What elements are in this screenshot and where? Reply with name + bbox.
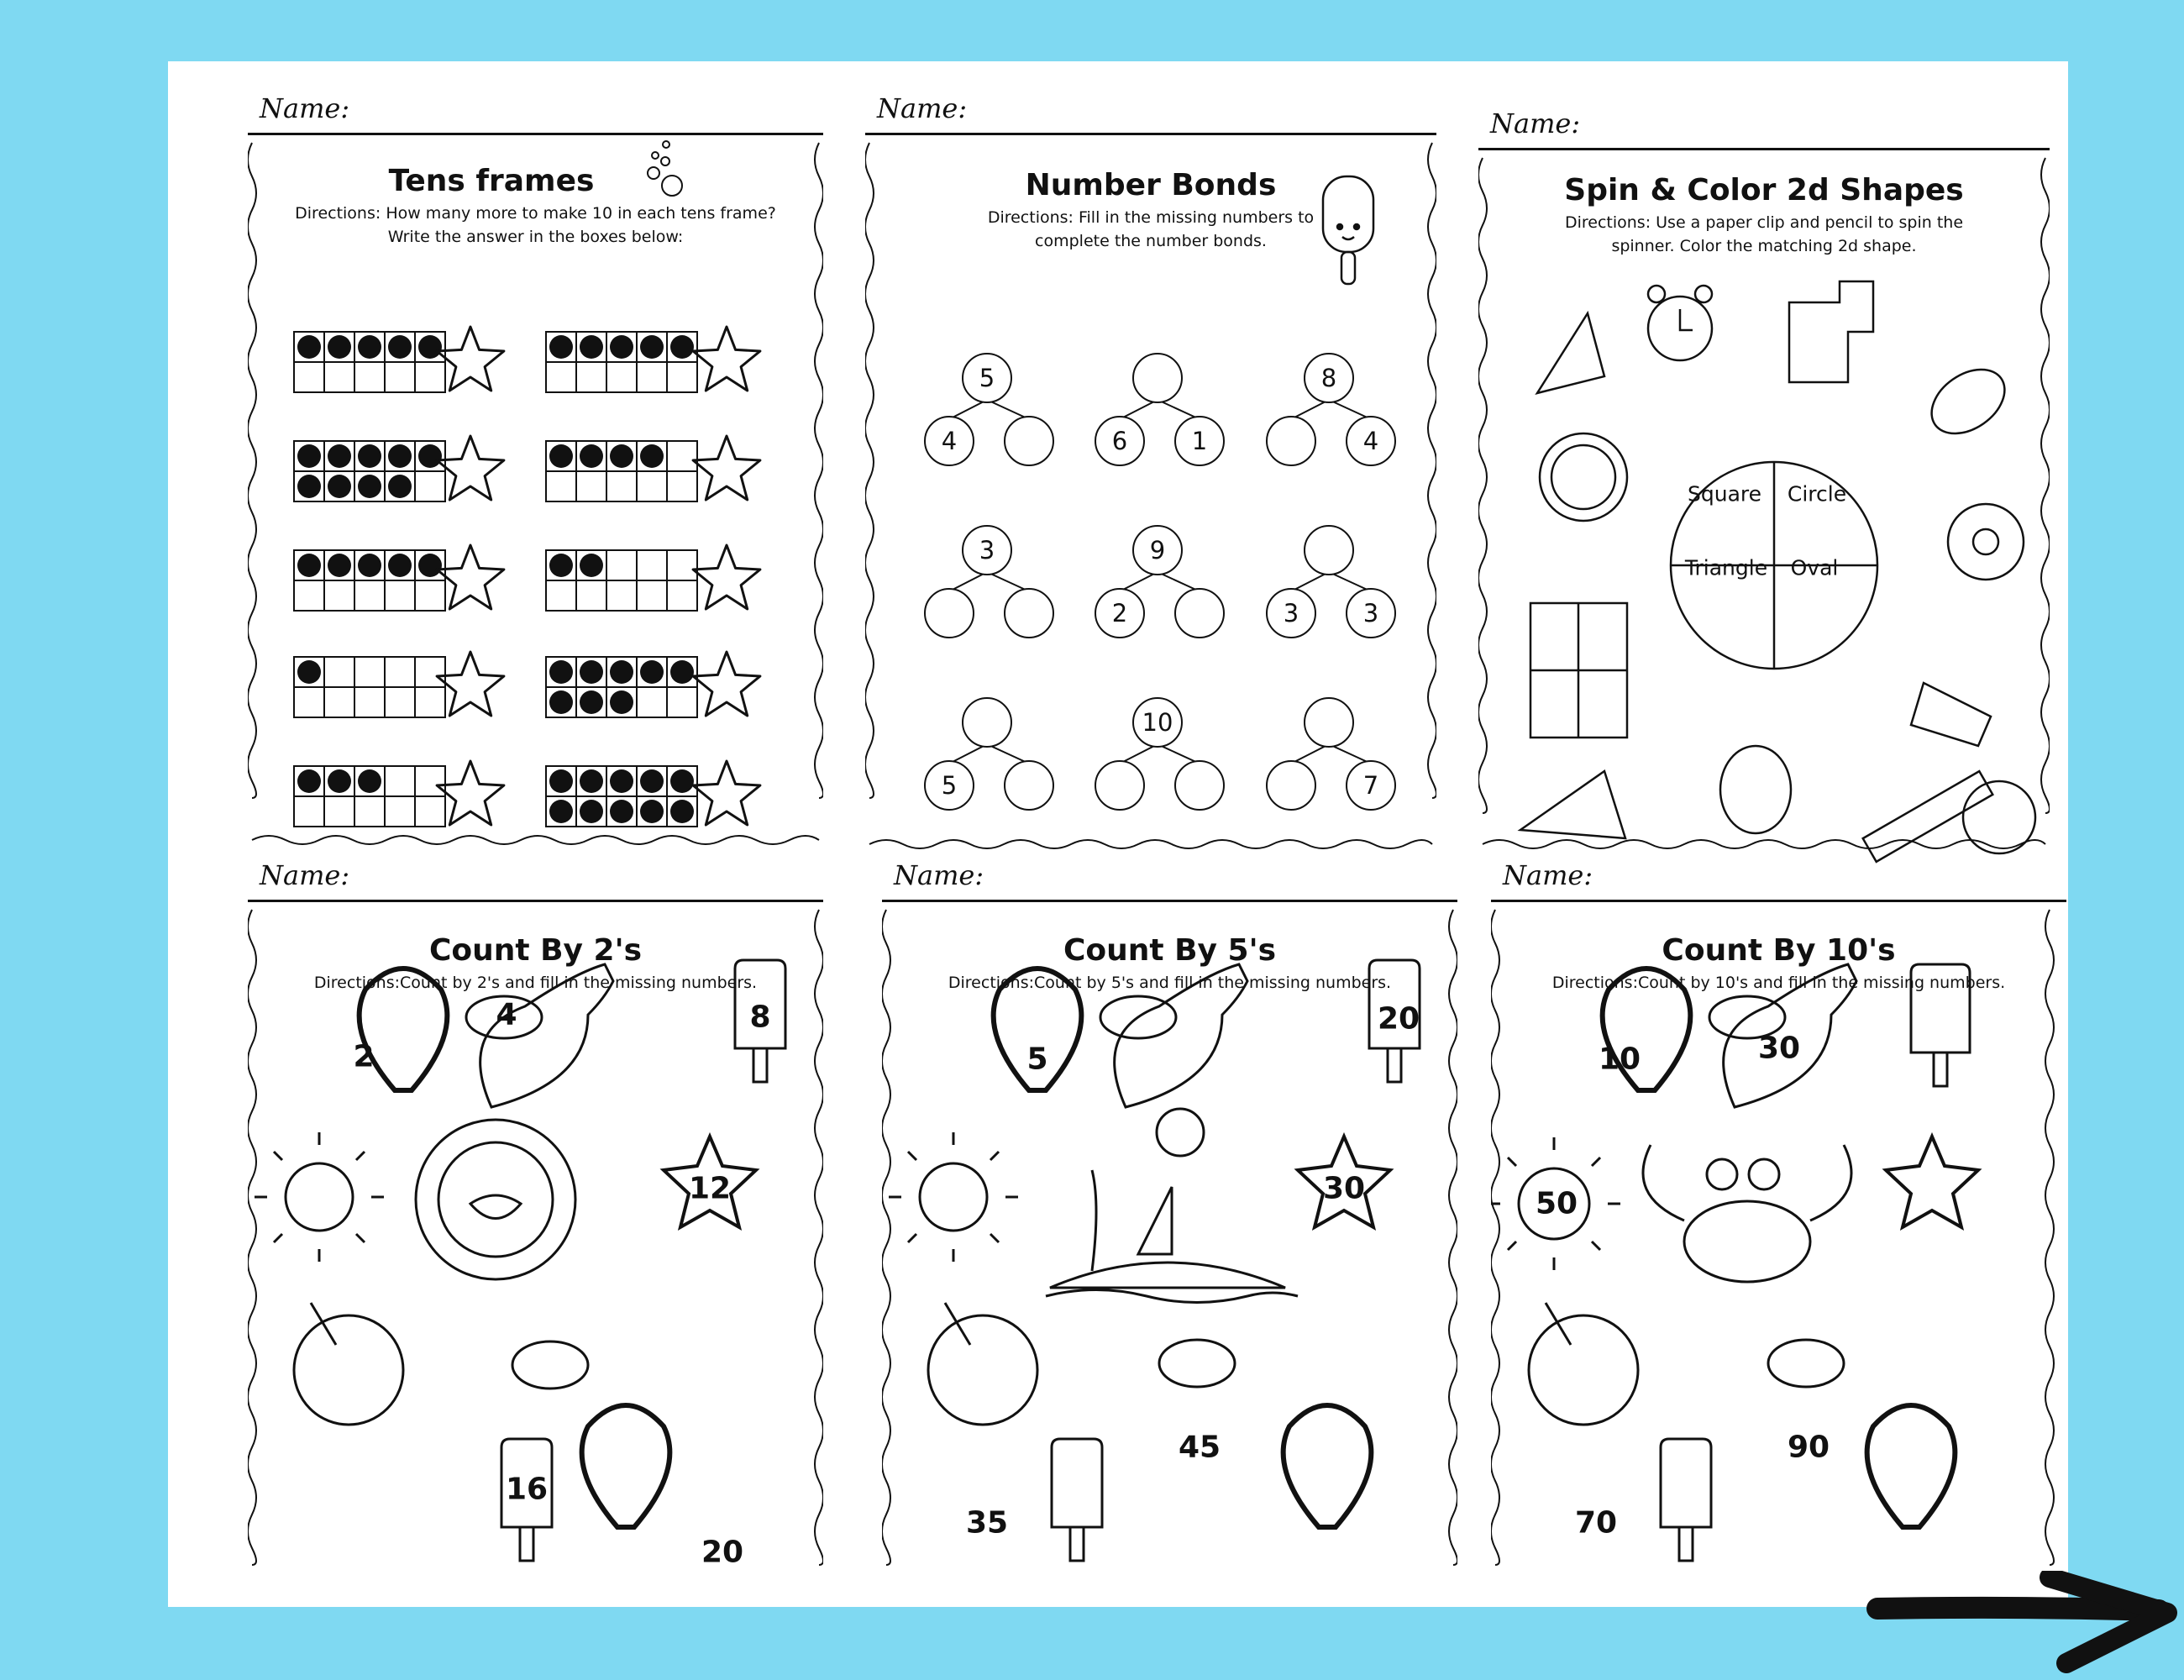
wavy-border	[248, 910, 256, 1565]
tens-frame-counter	[297, 475, 321, 498]
bond-number-left: 5	[941, 771, 958, 800]
wavy-border	[815, 143, 823, 798]
tens-frame-cell	[606, 471, 637, 501]
island-icon	[1046, 1109, 1298, 1303]
fish-icon	[512, 1341, 588, 1389]
wavy-border	[252, 836, 819, 844]
tens-frame	[294, 332, 445, 392]
tens-frame-counter	[297, 660, 321, 684]
tens-frame	[546, 766, 697, 827]
tens-frame-counter	[640, 335, 664, 359]
tens-frame-counter	[580, 690, 603, 714]
tens-frame-counter	[388, 554, 412, 577]
tens-frame-counter	[328, 444, 351, 468]
worksheet-count-by-5	[882, 859, 1457, 1607]
tens-frame-cell	[294, 796, 324, 827]
tens-frame-cell	[354, 580, 385, 611]
bond-number-top: 3	[979, 536, 995, 564]
easter-egg-icon	[1720, 746, 1791, 833]
popsicle-icon	[1052, 1439, 1102, 1561]
count-number: 45	[1178, 1430, 1221, 1465]
tens-frame	[294, 766, 445, 827]
tens-frame-cell	[576, 471, 606, 501]
wavy-border	[865, 143, 874, 798]
wavy-border	[2045, 910, 2054, 1565]
tens-frame	[294, 657, 445, 717]
wavy-border	[869, 840, 1432, 848]
worksheet-directions: Directions:Count by 2's and fill in the missing numbers.	[313, 974, 758, 992]
bond-connector	[987, 572, 1029, 591]
bond-number-left: 4	[941, 427, 958, 455]
soccer-ball-icon	[1963, 781, 2035, 853]
tens-frame-cell	[546, 362, 576, 392]
bond-circle-top	[1133, 354, 1182, 402]
worksheet-directions: Directions: Fill in the missing numbers to complete the number bonds.	[987, 208, 1315, 250]
bond-connector	[987, 400, 1029, 419]
tens-frame-counter	[670, 800, 694, 823]
bond-number-top: 5	[979, 364, 995, 392]
bond-circle-left	[1267, 761, 1315, 810]
scallop-shell-icon	[1284, 1405, 1372, 1527]
tens-frame-cell	[415, 362, 445, 392]
count-number: 50	[1535, 1186, 1578, 1221]
tens-frame-cell	[546, 471, 576, 501]
spinner-label-circle: Circle	[1787, 481, 1847, 507]
button-icon	[1540, 433, 1627, 521]
tens-frame-cell	[606, 550, 637, 580]
tens-frame-cell	[415, 766, 445, 796]
tens-frame-counter	[549, 335, 573, 359]
tens-frame-counter	[580, 335, 603, 359]
spinner-label-square: Square	[1687, 481, 1762, 507]
starfish-answer-icon	[693, 436, 760, 500]
tens-frame-counter	[670, 335, 694, 359]
starfish-answer-icon	[693, 545, 760, 609]
tens-frame-counter	[358, 335, 381, 359]
count-number: 35	[965, 1505, 1009, 1541]
fish-icon	[1159, 1340, 1235, 1387]
bond-number-top: 8	[1320, 364, 1337, 392]
tens-frame-cell	[667, 471, 697, 501]
tens-frame-counter	[549, 660, 573, 684]
bond-number-right: 1	[1191, 427, 1208, 455]
bond-number-right: 7	[1362, 771, 1379, 800]
wavy-border	[1428, 143, 1436, 798]
count-number: 30	[1322, 1171, 1366, 1206]
coconut-drink-icon	[294, 1303, 403, 1425]
tens-frame-counter	[328, 475, 351, 498]
tens-frame-cell	[385, 796, 415, 827]
tens-frame-counter	[610, 690, 633, 714]
tens-frame-cell	[576, 580, 606, 611]
bond-circle-right	[1175, 761, 1224, 810]
tens-frame-cell	[606, 580, 637, 611]
count-number: 2	[353, 1039, 375, 1074]
worksheet-number-bonds	[865, 92, 1436, 865]
tens-frame-counter	[388, 475, 412, 498]
tens-frame-cell	[324, 657, 354, 687]
worksheet-count-by-10	[1491, 859, 2066, 1607]
bond-circle-right	[1005, 761, 1053, 810]
bond-circle-right	[1005, 589, 1053, 638]
scallop-shell-icon	[1867, 1405, 1956, 1527]
count-number: 30	[1757, 1031, 1801, 1066]
tens-frame-cell	[667, 441, 697, 471]
tens-frame-counter	[640, 800, 664, 823]
bond-number-left: 6	[1111, 427, 1128, 455]
tens-frame	[546, 441, 697, 501]
tens-frame-counter	[610, 769, 633, 793]
wavy-border	[248, 143, 256, 798]
tens-frame-counter	[358, 475, 381, 498]
wavy-border	[1449, 910, 1457, 1565]
wavy-border	[1483, 840, 2045, 848]
set-square-icon	[1520, 771, 1625, 838]
worksheet-directions: Directions: Use a paper clip and pencil to spin the spinner. Color the matching 2d shape.	[1564, 213, 1964, 255]
bond-number-top: 9	[1149, 536, 1166, 564]
bond-number-top: 10	[1142, 708, 1173, 737]
coconut-drink-icon	[928, 1303, 1037, 1425]
tens-frame	[546, 332, 697, 392]
bond-connector	[1329, 572, 1371, 591]
tens-frame-counter	[549, 800, 573, 823]
tens-frame-counter	[670, 769, 694, 793]
starfish-icon	[1886, 1137, 1978, 1227]
bond-connector	[1158, 744, 1200, 764]
name-label: Name:	[260, 92, 350, 124]
bond-circle-top	[963, 698, 1011, 747]
tens-frame	[294, 441, 445, 501]
bond-connector	[987, 744, 1029, 764]
starfish-answer-icon	[437, 436, 504, 500]
bond-connector	[1291, 572, 1329, 591]
tens-frame-cell	[385, 766, 415, 796]
tens-frame-cell	[637, 687, 667, 717]
tens-frame-counter	[640, 769, 664, 793]
wavy-border	[1478, 158, 1487, 813]
tens-frame-counter	[358, 554, 381, 577]
tens-frame-counter	[388, 444, 412, 468]
worksheet-directions: Directions:Count by 10's and fill in the missing numbers.	[1551, 974, 2006, 992]
wavy-border	[882, 910, 890, 1565]
tens-frame-cell	[385, 580, 415, 611]
popsicle-icon	[1661, 1439, 1711, 1561]
tens-frame-counter	[418, 444, 442, 468]
tens-frame	[546, 550, 697, 611]
tens-frame-counter	[580, 444, 603, 468]
bond-connector	[949, 572, 987, 591]
tens-frame-cell	[354, 796, 385, 827]
tens-frame-cell	[294, 362, 324, 392]
bond-circle-left	[1267, 417, 1315, 465]
tens-frame-counter	[580, 660, 603, 684]
tens-frame-counter	[610, 335, 633, 359]
starfish-answer-icon	[437, 761, 504, 825]
tens-frame-counter	[418, 335, 442, 359]
tens-frame-counter	[670, 660, 694, 684]
tens-frame-counter	[297, 335, 321, 359]
fish-icon	[1768, 1340, 1844, 1387]
tens-frame-cell	[637, 471, 667, 501]
spinner-label-oval: Oval	[1790, 555, 1839, 580]
bond-connector	[1158, 572, 1200, 591]
bond-circle-top	[1305, 698, 1353, 747]
tens-frame-cell	[415, 471, 445, 501]
bond-connector	[1329, 744, 1371, 764]
bond-circle-top	[1305, 526, 1353, 575]
count-number: 10	[1598, 1042, 1641, 1077]
starfish-answer-icon	[437, 327, 504, 391]
name-label: Name:	[1503, 859, 1593, 891]
starfish-answer-icon	[437, 652, 504, 716]
bond-number-right: 3	[1362, 599, 1379, 627]
arrow-right-icon	[1865, 1571, 2184, 1680]
bond-circle-left	[925, 589, 974, 638]
bond-connector	[1120, 744, 1158, 764]
tens-frame-counter	[297, 444, 321, 468]
tens-frame-cell	[385, 657, 415, 687]
count-number: 20	[701, 1535, 744, 1570]
bond-circle-right	[1175, 589, 1224, 638]
tens-frame-counter	[549, 769, 573, 793]
coconut-drink-icon	[1529, 1303, 1638, 1425]
bond-connector	[1120, 572, 1158, 591]
tens-frame-counter	[610, 660, 633, 684]
pie-slice-icon	[1911, 683, 1991, 746]
tens-frame-counter	[610, 800, 633, 823]
tens-frame-counter	[418, 554, 442, 577]
count-number: 5	[1026, 1042, 1048, 1077]
bond-number-left: 3	[1283, 599, 1299, 627]
tens-frame	[546, 657, 697, 717]
tens-frame-cell	[667, 362, 697, 392]
tens-frame-counter	[388, 335, 412, 359]
tens-frame-cell	[415, 687, 445, 717]
tens-frame-cell	[576, 362, 606, 392]
tens-frame-cell	[294, 687, 324, 717]
tens-frame-cell	[415, 796, 445, 827]
bond-circle-left	[1095, 761, 1144, 810]
tens-frame-counter	[328, 769, 351, 793]
tens-frame-cell	[385, 687, 415, 717]
worksheet-title: Count By 2's	[428, 933, 643, 968]
worksheet-title: Number Bonds	[1025, 168, 1277, 202]
worksheet-tens-frames	[248, 92, 823, 865]
tens-frame-cell	[667, 687, 697, 717]
starfish-answer-icon	[693, 761, 760, 825]
tens-frame-cell	[637, 580, 667, 611]
name-label: Name:	[260, 859, 350, 891]
sun-icon	[889, 1132, 1018, 1262]
worksheet-directions: Directions: How many more to make 10 in each tens frame? Write the answer in the boxes below:	[295, 204, 776, 246]
alarm-clock-icon	[1648, 286, 1712, 360]
tens-frame-cell	[354, 362, 385, 392]
tens-frame-counter	[640, 660, 664, 684]
tens-frame-cell	[324, 580, 354, 611]
tens-frame-cell	[667, 550, 697, 580]
tens-frame-counter	[549, 444, 573, 468]
count-number: 12	[688, 1171, 732, 1206]
bond-number-right: 4	[1362, 427, 1379, 455]
bond-connector	[1329, 400, 1371, 419]
count-number: 8	[749, 1000, 771, 1035]
tens-frame-counter	[549, 690, 573, 714]
count-number: 90	[1787, 1430, 1830, 1465]
bond-connector	[949, 400, 987, 419]
wavy-border	[815, 910, 823, 1565]
worksheet-title: Count By 5's	[1063, 933, 1277, 968]
starfish-answer-icon	[693, 327, 760, 391]
tens-frame-counter	[328, 335, 351, 359]
football-icon	[1919, 356, 2016, 446]
bond-connector	[949, 744, 987, 764]
name-label: Name:	[877, 92, 968, 124]
spinner-label-triangle: Triangle	[1684, 555, 1768, 580]
worksheet-title: Tens frames	[388, 164, 595, 198]
tens-frame-counter	[640, 444, 664, 468]
name-label: Name:	[1490, 108, 1581, 139]
count-number: 16	[505, 1472, 549, 1507]
tens-frame-counter	[610, 444, 633, 468]
sun-icon	[255, 1132, 384, 1262]
worksheet-count-by-2	[248, 859, 823, 1607]
scallop-shell-icon	[582, 1405, 670, 1527]
tens-frame-counter	[549, 554, 573, 577]
bond-connector	[1291, 744, 1329, 764]
count-number: 20	[1377, 1001, 1420, 1037]
count-number: 4	[496, 997, 517, 1032]
starfish-answer-icon	[693, 652, 760, 716]
tens-frame-cell	[606, 362, 637, 392]
wavy-border	[1491, 910, 1499, 1565]
tens-frame-cell	[637, 550, 667, 580]
worksheet-preview-sheet	[168, 61, 2068, 1607]
bond-connector	[1158, 400, 1200, 419]
tens-frame	[294, 550, 445, 611]
tens-frame-cell	[324, 687, 354, 717]
puzzle-icon	[1789, 281, 1873, 382]
starfish-answer-icon	[437, 545, 504, 609]
tens-frame-cell	[415, 657, 445, 687]
worksheet-spin-color-shapes	[1478, 108, 2050, 865]
bond-circle-right	[1005, 417, 1053, 465]
tens-frame-cell	[354, 687, 385, 717]
tens-frame-counter	[580, 800, 603, 823]
count-number: 70	[1574, 1505, 1618, 1541]
tens-frame-counter	[297, 554, 321, 577]
worksheet-title: Spin & Color 2d Shapes	[1564, 173, 1964, 207]
tens-frame-counter	[328, 554, 351, 577]
tens-frame-cell	[324, 362, 354, 392]
worksheet-directions: Directions:Count by 5's and fill in the missing numbers.	[948, 974, 1392, 992]
pizza-icon	[1537, 313, 1604, 393]
wavy-border	[2041, 158, 2050, 813]
bond-connector	[1291, 400, 1329, 419]
tens-frame-counter	[358, 769, 381, 793]
tens-frame-counter	[297, 769, 321, 793]
donut-icon	[1948, 504, 2024, 580]
name-label: Name:	[894, 859, 984, 891]
tens-frame-cell	[324, 796, 354, 827]
tens-frame-cell	[354, 657, 385, 687]
tens-frame-cell	[667, 580, 697, 611]
tens-frame-cell	[385, 362, 415, 392]
tens-frame-cell	[415, 580, 445, 611]
crab-icon	[1643, 1145, 1851, 1282]
worksheet-title: Count By 10's	[1662, 933, 1896, 968]
tens-frame-cell	[294, 580, 324, 611]
smiling-sun-icon	[416, 1120, 575, 1279]
tens-frame-cell	[546, 580, 576, 611]
window-icon	[1530, 603, 1627, 738]
tens-frame-counter	[580, 554, 603, 577]
tens-frame-counter	[358, 444, 381, 468]
bond-number-left: 2	[1111, 599, 1128, 627]
tens-frame-counter	[580, 769, 603, 793]
bond-connector	[1120, 400, 1158, 419]
tens-frame-cell	[637, 362, 667, 392]
